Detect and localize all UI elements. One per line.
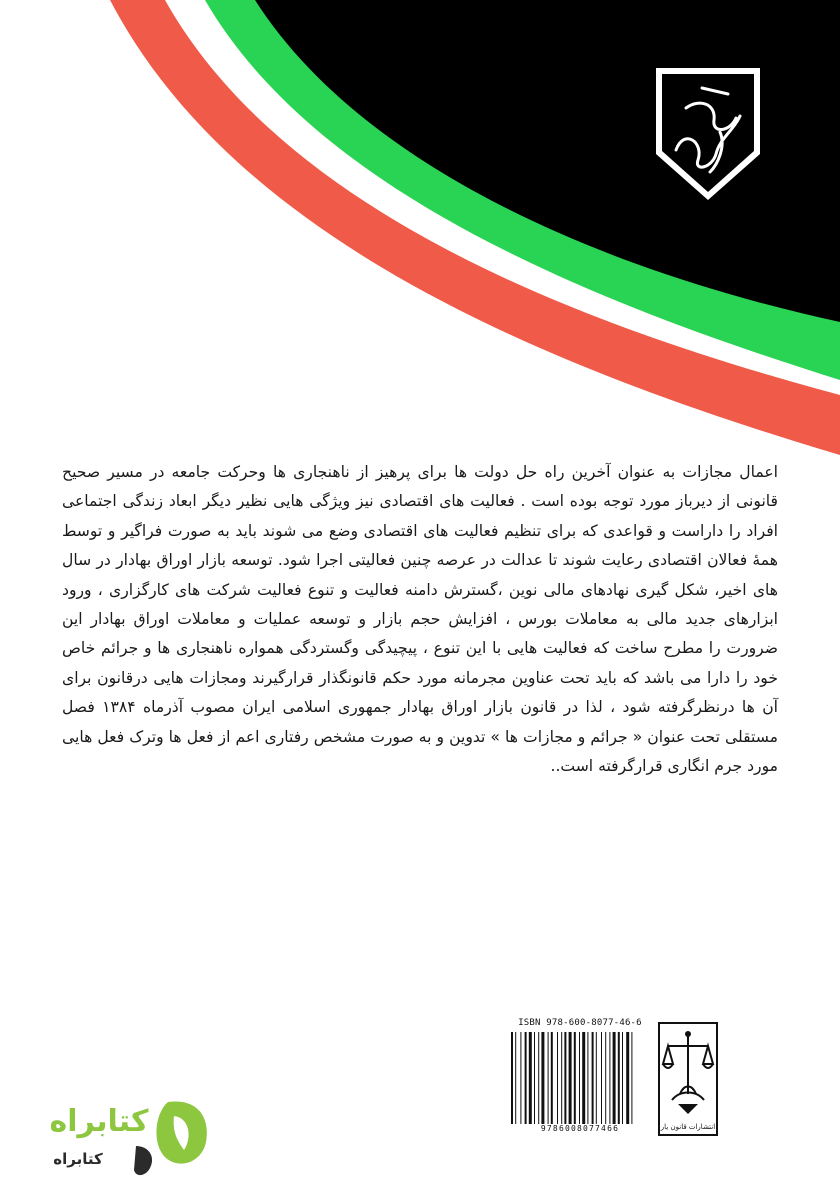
barcode-bar <box>631 1032 632 1124</box>
barcode-bar <box>596 1032 597 1124</box>
barcode-bar <box>618 1032 620 1124</box>
barcode-bar <box>626 1032 629 1124</box>
barcode-bar <box>582 1032 585 1124</box>
barcode-bar <box>534 1032 535 1124</box>
barcode-bar <box>564 1032 566 1124</box>
barcode-bar <box>605 1032 606 1124</box>
publisher-seal <box>658 1022 718 1136</box>
barcode-bar <box>601 1032 602 1124</box>
barcode-bar <box>609 1032 610 1124</box>
back-cover-blurb: اعمال مجازات به عنوان آخرین راه حل دولت ها برای پرهیز از ناهنجاری ها وحرکت جامعه در مسیر صحیح قانونی از دیرباز مورد توجه بوده است . فعالیت های اقتصادی نیز ویژگی هایی نظیر دیگر ابعاد زندگی اجتماعی افراد را داراست و قواعدی که برای تنظیم فعالیت های اقتصادی وضع می شوند باید به صورت فراگیر و توسط همهٔ فعالان اقتصادی رعایت شوند تا عدالت در عرصه چنین فعالیتی اجرا شود. توسعه بازار اوراق بهادار در سال های اخیر، شکل گیری نهادهای مالی نوین ،گسترش دامنه فعالیت و تنوع فعالیت شرکت های کارگزاری ، ورود ابزارهای جدید مالی به معاملات بورس ، افزایش حجم بازار و توسعه عملیات و معاملات اوراق بهادار این ضرورت را مطرح ساخت که فعالیت هایی با این تنوع ، پیچیدگی وگستردگی همواره ناهنجاری ها و جرائم خاص خود را دارا می باشد که باید تحت عناوین مجرمانه مورد حکم قانونگذار قرارگیرند ومجازات هایی درقانون برای آن ها درنظرگرفته شود ، لذا در قانون بازار اوراق بهادار جمهوری اسلامی ایران مصوب آذرماه ۱۳۸۴ فصل مستقلی تحت عنوان « جرائم و مجازات ها » تدوین و به صورت مشخص رفتاری اعم از فعل ها وترک فعل هایی مورد جرم انگاری قرارگرفته است.. <box>62 463 778 776</box>
barcode-bar <box>520 1032 521 1124</box>
barcode-bar <box>622 1032 623 1124</box>
isbn-barcode <box>505 1018 655 1136</box>
barcode-digits: 9786008077466 <box>540 1124 620 1133</box>
scales-of-justice-icon <box>660 1024 716 1119</box>
barcode-bar <box>561 1032 562 1124</box>
barcode-bar <box>548 1032 549 1124</box>
barcode-bar <box>551 1032 553 1124</box>
barcode-bar <box>592 1032 594 1124</box>
publisher-name: انتشارات قانون یار <box>660 1123 716 1131</box>
isbn-label: ISBN 978-600-8077-46-6 <box>518 1018 642 1028</box>
barcode-bar <box>525 1032 527 1124</box>
barcode-bar <box>541 1032 544 1124</box>
barcode-bar <box>538 1032 539 1124</box>
store-name: کتابراه <box>49 1104 149 1139</box>
store-name-small: کتابراه <box>53 1150 103 1168</box>
barcode-bar <box>587 1032 588 1124</box>
barcode-bars <box>509 1032 651 1124</box>
barcode-bar <box>529 1032 532 1124</box>
barcode-bar <box>511 1032 513 1124</box>
barcode-bar <box>579 1032 580 1124</box>
barcode-bar <box>613 1032 616 1124</box>
barcode-bar <box>574 1032 576 1124</box>
barcode-bar <box>557 1032 558 1124</box>
barcode-bar <box>515 1032 516 1124</box>
cover-art <box>0 0 840 470</box>
barcode-bar <box>569 1032 572 1124</box>
